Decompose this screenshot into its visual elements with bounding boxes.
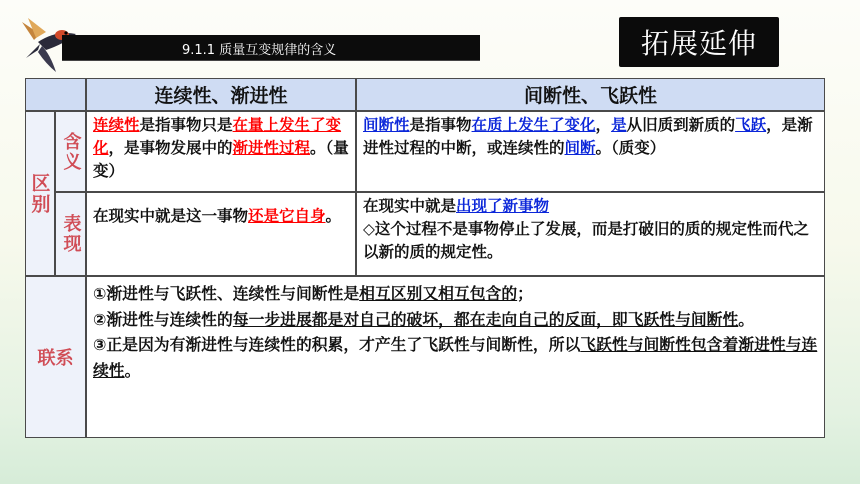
meaning-right-cell: 间断性是指事物在质上发生了变化，是从旧质到新质的飞跃，是渐进性过程的中断，或连续性的间断。（质变） [356, 111, 825, 192]
comparison-table [25, 78, 825, 438]
header-blank [25, 78, 86, 111]
link-cell [86, 276, 825, 438]
row-label-link: 联系 [25, 276, 86, 438]
link-point-3: ③正是因为有渐进性与连续性的积累，才产生了飞跃性与间断性，所以飞跃性与间断性包含着渐进性与连续性。 [93, 335, 818, 380]
header-right: 间断性、飞跃性 [356, 78, 825, 111]
header-left: 连续性、渐进性 [86, 78, 356, 111]
link-point-2: ②渐进性与连续性的每一步进展都是对自己的破坏，都在走向自己的反面，即飞跃性与间断性。 [93, 309, 755, 329]
slide-title-bar [62, 35, 480, 61]
link-point-1: ①渐进性与飞跃性、连续性与间断性是相互区别又相互包含的； [93, 284, 533, 303]
expression-right-line2: ◇这个过程不是事物停止了发展，而是打破旧的质的规定性而代之以新的质的规定性。 [363, 220, 809, 261]
expression-left-cell: 在现实中就是这一事物还是它自身。 [86, 192, 356, 276]
group-label-difference: 区别 [25, 111, 55, 276]
slide-title: 9.1.1 质量互变规律的含义 [182, 42, 337, 58]
expression-right-line1: 在现实中就是出现了新事物 [363, 197, 550, 215]
expression-right-cell [356, 192, 825, 276]
row-label-expression: 表现 [55, 192, 86, 276]
meaning-left-cell: 连续性是指事物只是在量上发生了变化，是事物发展中的渐进性过程。（量变） [86, 111, 356, 192]
row-label-meaning: 含义 [55, 111, 86, 192]
extension-badge: 拓展延伸 [619, 17, 779, 67]
title-underline [62, 60, 480, 61]
